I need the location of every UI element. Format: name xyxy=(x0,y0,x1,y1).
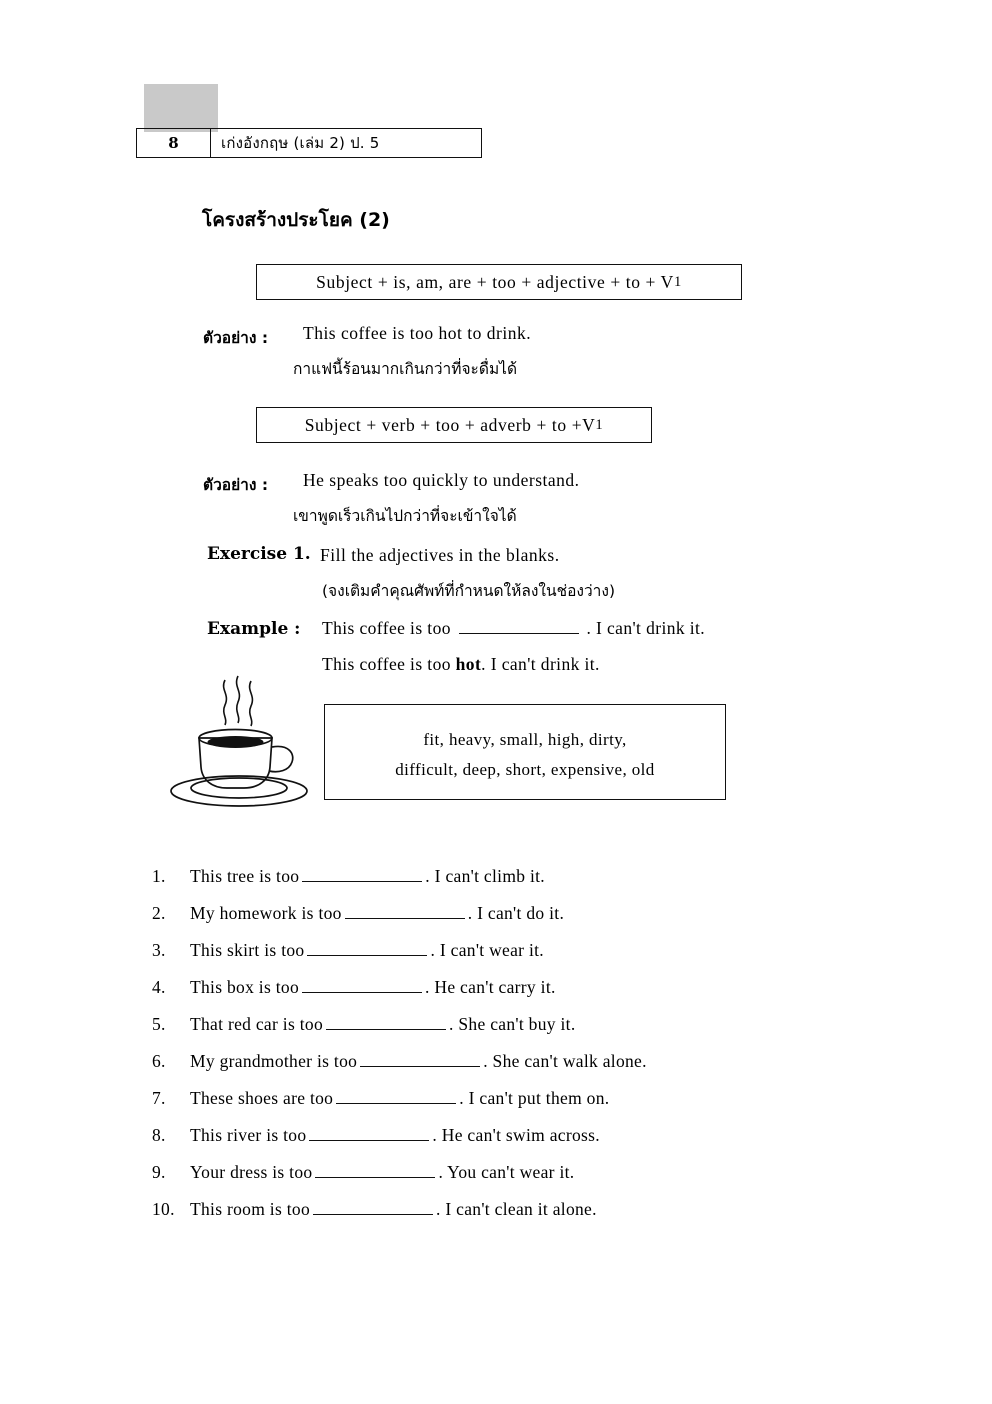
section-title: โครงสร้างประโยค (2) xyxy=(202,209,390,231)
question-text-before: This river is too xyxy=(190,1125,307,1145)
question-list xyxy=(152,866,852,1236)
example-question-line xyxy=(322,618,705,639)
question-number: 3. xyxy=(152,940,166,960)
question-text-after: . I can't do it. xyxy=(467,903,565,923)
formula-box-2 xyxy=(256,407,652,443)
question-row xyxy=(152,1051,852,1088)
answer-blank[interactable] xyxy=(315,1165,435,1178)
example-line2-answer: hot xyxy=(455,654,482,674)
question-text-after: . He can't carry it. xyxy=(425,977,556,997)
example-2-thai: เขาพูดเร็วเกินไปกว่าที่จะเข้าใจได้ xyxy=(293,507,517,525)
example-line1-after: . I can't drink it. xyxy=(586,618,706,638)
answer-blank[interactable] xyxy=(302,980,422,993)
question-text-after: . You can't wear it. xyxy=(438,1162,575,1182)
question-number: 6. xyxy=(152,1051,166,1071)
question-row xyxy=(152,940,852,977)
answer-blank[interactable] xyxy=(326,1017,446,1030)
question-text-before: That red car is too xyxy=(190,1014,324,1034)
question-row xyxy=(152,1088,852,1125)
question-text-before: This room is too xyxy=(190,1199,311,1219)
question-text-after: . I can't wear it. xyxy=(430,940,544,960)
formula-subscript-1: 1 xyxy=(673,273,682,290)
header-bar xyxy=(136,128,482,158)
question-text-before: Your dress is too xyxy=(190,1162,313,1182)
question-row xyxy=(152,1199,852,1236)
question-row xyxy=(152,866,852,903)
answer-blank[interactable] xyxy=(345,906,465,919)
question-text-after: . I can't put them on. xyxy=(459,1088,610,1108)
example-label: Example : xyxy=(207,619,301,639)
word-bank-box xyxy=(324,704,726,800)
exercise-label: Exercise 1. xyxy=(207,544,311,564)
example-line1-before: This coffee is too xyxy=(322,618,451,638)
question-text-after: . She can't walk alone. xyxy=(483,1051,647,1071)
example-1-label: ตัวอย่าง : xyxy=(203,329,269,347)
coffee-cup-with-steam-icon xyxy=(168,672,318,807)
question-text-before: My grandmother is too xyxy=(190,1051,358,1071)
question-number: 1. xyxy=(152,866,166,886)
answer-blank[interactable] xyxy=(360,1054,480,1067)
answer-blank xyxy=(459,621,579,634)
example-answer-line xyxy=(322,654,600,675)
question-row xyxy=(152,977,852,1014)
question-text-before: My homework is too xyxy=(190,903,342,923)
question-number: 2. xyxy=(152,903,166,923)
question-text-after: . I can't clean it alone. xyxy=(436,1199,597,1219)
question-text-after: . I can't climb it. xyxy=(425,866,545,886)
question-number: 9. xyxy=(152,1162,166,1182)
answer-blank[interactable] xyxy=(302,869,422,882)
example-1-thai: กาแฟนี้ร้อนมากเกินกว่าที่จะดื่มได้ xyxy=(293,360,518,378)
example-2-english: He speaks too quickly to understand. xyxy=(303,470,580,490)
formula-text-2: Subject + verb + too + adverb + to +V xyxy=(304,414,596,435)
question-text-before: This skirt is too xyxy=(190,940,305,960)
answer-blank[interactable] xyxy=(336,1091,456,1104)
question-row xyxy=(152,1014,852,1051)
question-text-after: . He can't swim across. xyxy=(432,1125,600,1145)
example-1-english: This coffee is too hot to drink. xyxy=(303,323,532,343)
question-text-after: . She can't buy it. xyxy=(449,1014,576,1034)
example-line2-before: This coffee is too xyxy=(322,654,451,674)
question-number: 5. xyxy=(152,1014,166,1034)
formula-subscript-2: 1 xyxy=(595,416,604,433)
question-number: 4. xyxy=(152,977,166,997)
book-title: เก่งอังกฤษ (เล่ม 2) ป. 5 xyxy=(221,134,380,152)
header-gray-swatch xyxy=(144,84,218,132)
question-text-before: This box is too xyxy=(190,977,300,997)
answer-blank[interactable] xyxy=(313,1202,433,1215)
question-number: 8. xyxy=(152,1125,166,1145)
exercise-instruction: Fill the adjectives in the blanks. xyxy=(320,545,560,565)
exercise-instruction-thai: (จงเติมคำคุณศัพท์ที่กำหนดให้ลงในช่องว่าง) xyxy=(322,582,615,600)
question-number: 10. xyxy=(152,1199,175,1219)
page-number: 8 xyxy=(137,129,211,157)
question-number: 7. xyxy=(152,1088,166,1108)
word-bank-line-2: difficult, deep, short, expensive, old xyxy=(395,760,655,779)
answer-blank[interactable] xyxy=(309,1128,429,1141)
question-row xyxy=(152,1162,852,1199)
example-2-label: ตัวอย่าง : xyxy=(203,476,269,494)
question-row xyxy=(152,1125,852,1162)
answer-blank[interactable] xyxy=(307,943,427,956)
example-line2-after: . I can't drink it. xyxy=(481,654,600,674)
question-text-before: These shoes are too xyxy=(190,1088,334,1108)
formula-text-1: Subject + is, am, are + too + adjective + to + V xyxy=(316,271,674,292)
formula-box-1 xyxy=(256,264,742,300)
question-row xyxy=(152,903,852,940)
question-text-before: This tree is too xyxy=(190,866,300,886)
word-bank-line-1: fit, heavy, small, high, dirty, xyxy=(423,730,627,749)
page-header xyxy=(136,84,486,159)
